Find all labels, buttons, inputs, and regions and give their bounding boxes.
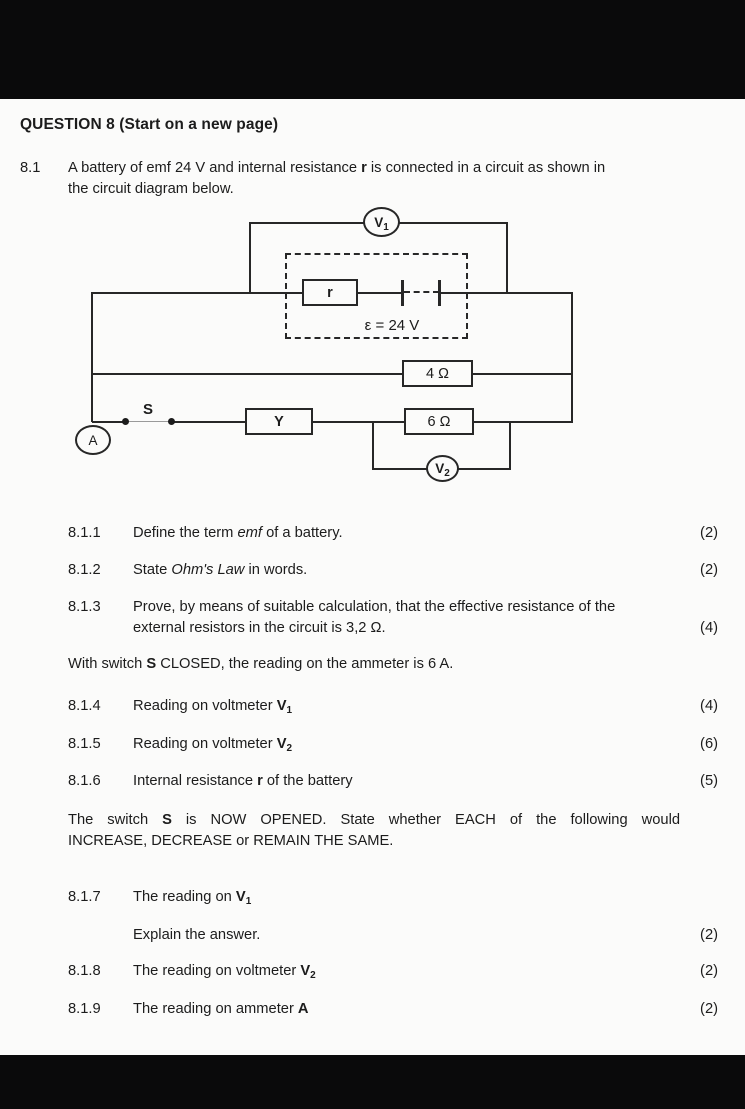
marks-badge: (2) — [700, 525, 718, 541]
wire-v1-right-vertical — [506, 222, 508, 294]
circuit-diagram — [0, 99, 745, 499]
marks-badge: (6) — [700, 736, 718, 752]
ammeter — [75, 425, 111, 455]
wire-switch-left — [92, 421, 126, 423]
question-8-1-5 — [0, 734, 745, 755]
marks-badge: (4) — [700, 698, 718, 714]
voltmeter-v1-label: $V_1$ — [374, 214, 389, 233]
question-number: 8.1 — [20, 160, 41, 176]
item-text: State Ohm's Law in words. — [133, 562, 308, 578]
component-y-label: Y — [274, 413, 284, 430]
question-8-1-9 — [0, 999, 745, 1020]
statement-line2: INCREASE, DECREASE or REMAIN THE SAME. — [68, 832, 394, 849]
item-number: 8.1.1 — [68, 525, 101, 541]
wire-left-vertical — [91, 292, 93, 422]
item-text: The reading on voltmeter $V_2$ — [133, 963, 316, 981]
question-8-1-6 — [0, 771, 745, 792]
item-number: 8.1.7 — [68, 889, 101, 905]
item-number: 8.1.6 — [68, 773, 101, 789]
resistor-4ohm-box — [402, 360, 473, 387]
item-number-empty — [68, 925, 133, 946]
wire-v1-left-vertical — [249, 222, 251, 294]
battery-cell-dashed-link — [404, 291, 439, 293]
ammeter-label: A — [88, 432, 98, 448]
question-8-1-4 — [0, 696, 745, 717]
item-number: 8.1.9 — [68, 1001, 101, 1017]
resistor-6ohm-label: 6 Ω — [427, 413, 451, 430]
voltmeter-v1 — [363, 207, 400, 237]
battery-cell-plate-right — [438, 280, 441, 306]
marks-badge: (5) — [700, 773, 718, 789]
marks-badge: (4) — [700, 620, 718, 636]
item-number: 8.1.2 — [68, 562, 101, 578]
switch-label: S — [142, 401, 153, 418]
item-text — [133, 597, 676, 639]
battery-cell-plate-left — [401, 280, 404, 306]
item-number: 8.1.3 — [68, 599, 101, 615]
resistor-4ohm-label: 4 Ω — [426, 365, 449, 382]
component-y-box — [245, 408, 313, 435]
question-8-1-2 — [0, 560, 745, 581]
wire-4ohm-branch — [92, 373, 573, 375]
wire-v2-right-vertical — [509, 421, 511, 470]
wire-switch-gap — [126, 421, 172, 422]
top-letterbox-bar — [0, 0, 745, 99]
intro-line1-pre: A battery of emf 24 V and internal resistance — [68, 160, 362, 176]
item-line2: external resistors in the circuit is 3,2 Ω. — [133, 620, 386, 636]
emf-label: ε = 24 V — [364, 317, 420, 334]
question-8-1-8 — [0, 961, 745, 982]
switch-contact-left — [122, 418, 129, 425]
item-text: The reading on $V_1$ — [133, 889, 252, 907]
marks-badge: (2) — [700, 963, 718, 979]
marks-badge: (2) — [700, 927, 718, 943]
resistor-6ohm-box — [404, 408, 474, 435]
item-line1: Prove, by means of suitable calculation, that the effective resistance of the — [133, 599, 616, 615]
marks-badge: (2) — [700, 562, 718, 578]
wire-right-vertical — [571, 292, 573, 423]
switch-closed-statement: With switch S CLOSED, the reading on the ammeter is 6 A. — [68, 656, 454, 672]
voltmeter-v2-label: $V_2$ — [435, 461, 450, 479]
item-number: 8.1.8 — [68, 963, 101, 979]
item-text: Explain the answer. — [133, 927, 261, 943]
item-text: Define the term emf of a battery. — [133, 525, 343, 541]
question-8-1-1 — [0, 523, 745, 544]
marks-badge: (2) — [700, 1001, 718, 1017]
question-8-1-7-explain — [0, 925, 745, 946]
item-number: 8.1.4 — [68, 698, 101, 714]
intro-line2: the circuit diagram below. — [68, 181, 234, 197]
internal-resistance-box — [302, 279, 358, 306]
switch-opened-statement — [68, 810, 680, 851]
intro-line1-bold-r: r — [361, 160, 367, 176]
exam-page — [0, 99, 745, 1055]
internal-resistance-label: r — [327, 284, 333, 301]
switch-contact-right — [168, 418, 175, 425]
item-text: Reading on voltmeter $V_2$ — [133, 736, 293, 754]
marks-badge-empty — [676, 887, 718, 908]
item-number: 8.1.5 — [68, 736, 101, 752]
item-text: Internal resistance r of the battery — [133, 773, 353, 789]
question-8-1-3 — [0, 597, 745, 639]
question-8-1-7 — [0, 887, 745, 908]
wire-v2-left-vertical — [372, 421, 374, 470]
bottom-letterbox-bar — [0, 1055, 745, 1109]
statement-line1: The switch S is NOW OPENED. State whether EACH of the following would — [68, 812, 680, 828]
item-text: Reading on voltmeter $V_1$ — [133, 698, 293, 716]
question-header: QUESTION 8 (Start on a new page) — [20, 116, 279, 133]
voltmeter-v2 — [426, 455, 459, 482]
intro-line1-post: is connected in a circuit as shown in — [366, 160, 606, 176]
item-text: The reading on ammeter A — [133, 1001, 309, 1017]
